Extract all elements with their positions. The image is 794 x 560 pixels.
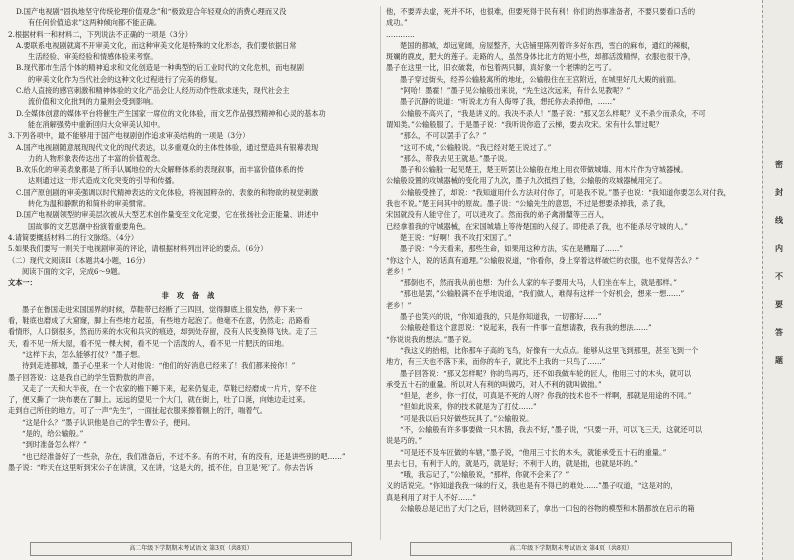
- binding-notice: 密 封 线 内 不 要 答 题: [775, 159, 783, 365]
- text-line: 看，鞋底也磨成了大窟窿，脚上有些地方起茧，有些地方起泡了。他毫不在意，仍然走；沿路看: [8, 316, 310, 326]
- text-line: “那么，带我去见王就是。”墨子说。: [400, 153, 512, 163]
- text-line: 宋国就没有人能守住了，可以进攻了。然而我的弟子禽滑釐等三百人，: [386, 210, 609, 220]
- text-line: 说是巧的。”: [386, 436, 423, 446]
- text-line: “阿哈！墨霍！”墨子见公输般出来说，“先生这次远来，有什么见教呢？”: [400, 86, 631, 96]
- text-line: “也已经准备好了一些杂，杂在，我们准备后，不过不多。有的不对，有的没有，还是讲些别的吧……”: [22, 451, 346, 461]
- text-line: 真是利用了对于人不好……”: [386, 492, 476, 502]
- text-line: 墨子穿过街头，经养公输般寓所的地址，公输般住在王宫附近，在城里好几大殿的前面。: [400, 74, 681, 84]
- text-line: “这是什么？”墨子认识他是自己的学生曹公子，便问。: [22, 417, 195, 427]
- text-line: “那么，不可以罢手了么？”: [400, 131, 487, 141]
- text-line: “可是我以后只好做些玩具了。”公输般说。: [400, 413, 534, 423]
- text-line: 楚王说：“好啊！我不攻打宋国了。”: [400, 232, 512, 242]
- text-line: “那也是罢，”公输般满不在乎地说道，“我们做人，难得有这样一个好机会，想来一想……”: [400, 289, 685, 299]
- text-line: 转化为温和静默的和简朴的审美惯常。: [28, 199, 151, 209]
- text-line: A.国产电视剧随意展现现代文化的现代表达，以多重观众的主体性体验，通过塑造具有银幕表现: [16, 142, 319, 152]
- text-line: 谓知类。”公输般服了。于是墨子说：“我听说你造了云梯，要去攻宋。宋有什么罪过呢？: [386, 119, 663, 129]
- page-footer-left: 高二年级下学期期末考试语文 第3页（共8页）: [30, 542, 352, 556]
- text-line: B.现代都市生活个体的精神追求和文化创造是一种典型的后工业时代的文化危机，而电视剧: [16, 63, 304, 73]
- text-line: 老乡！”: [386, 266, 412, 276]
- text-line: C.给人直接的感官刺激和精神体验的文化产品会让人经历动作性欲求迷失，现代社会主: [16, 86, 290, 96]
- text-line: “我这义的抬相，比你那车子高的飞鸟，好像有一大点点。能够从这里飞到那里，甚至飞到一个: [400, 345, 699, 355]
- text-line: “可是还不及车匠做的车辖，”墨子说，“他用三寸长的木头，就能承受五十石的重量。”: [400, 447, 667, 457]
- text-line: “哦，我忘记了，”公输般说，“那样，你就不会来了？”: [400, 470, 570, 480]
- text-line: 公输般受挫了，却说：“我知道用什么方法对付你了，可是我不说。”墨子也说：“我知道你要怎么对付我，: [400, 187, 731, 197]
- text-line: 非攻备战: [161, 291, 223, 301]
- text-line: （二）现代文阅读II（本题共4小题，16分）: [8, 255, 150, 265]
- column-divider: [380, 6, 381, 540]
- page-footer-right: 高二年级下学期期末考试语文 第4页（共8页）: [410, 542, 732, 556]
- text-line: 承受五十石的重量。所以对人有利的叫做巧，对人不利的就叫做拙。”: [386, 379, 602, 389]
- text-line: 待到走进都城，墨子心里来一个人对他说：“他们的好消息已经来了！我们都来接你！”: [22, 361, 296, 371]
- text-line: D.国产电视剧“固执地坚守传统伦理价值观念”和“极致迎合年轻观众的消费心理而又没: [16, 7, 287, 16]
- text-line: 看情形，人口倒很多，然而历来的水灾和兵灾的痕迹，却到处存留，没有人民变换得飞快。走了三: [8, 327, 318, 337]
- text-line: 的审美文化作为当代社会的这种文化过程进行了完美的修复。: [28, 74, 223, 84]
- text-line: 走到自己所住的地方，可了一声“先生”，一面扯起衣服来擦着额上的汗，喘着气。: [8, 406, 267, 416]
- text-line: “这可不成，”公输般说。“我已经对楚王说过了。”: [400, 142, 552, 152]
- text-line: A.要联系电视剧就离不开审美文化，而这种审美文化是特殊的文化形态，我们要依据日常: [16, 40, 297, 50]
- text-line: D.全媒体创意的媒体平台将催生产生国家一席位的文化体验，而文艺作品强烈精神和心灵的基本功: [16, 108, 326, 118]
- text-line: 我也不说。”楚王问其中的原故。墨子说：“公输先生的意思，不过是想要杀掉我，杀了我，: [386, 199, 671, 209]
- text-line: 力的人物形象表传达出了丰富的价值观念。: [28, 153, 165, 163]
- text-line: 天，看不见一所大屋，看不见一棵大树，看不见一个活泼的人，看不见一片肥沃的田地。: [8, 338, 289, 348]
- text-line: 生活经验、审美经验和情感体验来考察。: [28, 52, 158, 62]
- text-line: 2.根据材料一和材料二，下列说法不正确的一项是（3分）: [8, 29, 192, 39]
- text-line: “那倒也不，然而我从前也想：为什么人家的车子要用大马，人们坐在车上，就是那样。”: [400, 278, 677, 288]
- text-line: 他，不要弄去虚，死并不坏，也很难，但要死得于民有利！你们的热事准备者，不要只要看口舌的: [386, 7, 696, 16]
- text-line: 3.下列各项中，最不能够用于国产电视剧创作追求审美结构的一项是（3分）: [8, 131, 250, 141]
- text-line: 公输般不高兴了，“我是讲义的。我决不杀人！”墨子说：“那又怎么样呢？义不杀少而杀众，不可: [400, 108, 706, 118]
- text-line: 地方，有三天也不落下来，而你的车子，就比不上我的一只鸟了……”: [386, 357, 606, 367]
- text-line: “到时准备怎么样？”: [22, 440, 87, 450]
- text-line: “但是，老乡，你一打仗，可真是不死的人呀？你我的技术也不一样啊，那就是用途的不同。”: [400, 391, 692, 401]
- text-line: D.国产电视剧领型的审美层次被从大型艺术创作量变至文化定要，它在张扬社会正能量、讲述中: [16, 210, 319, 220]
- text-line: 达则通过这一形式造成文化突变的引导和传播。: [28, 176, 179, 186]
- text-line: 墨子说：“今天看来，那些生命，如果用这种方法，实在是糟蹋了……”: [400, 244, 623, 254]
- text-line: “但如此说来，你的技术就是为了打仗……”: [400, 402, 537, 412]
- text-line: 文本一：: [8, 278, 37, 288]
- text-line: …………: [386, 29, 415, 39]
- text-line: C.国产原创剧的审美强调以时代精神表达的文化体验，将视国粹杂的、表象的和物欲的视觉刺激: [16, 187, 319, 197]
- text-line: 4.请简要概括材料二的行文脉络。（4分）: [8, 232, 139, 242]
- text-line: “不，公输般有许多事要做一只木鹊，我去不好，”墨子说，“只要一开，可以飞三天，这就还可以: [400, 424, 703, 434]
- text-line: 公输般趁着这个意思说：“说起来，我有一件事一直想请教，我有我的想法……”: [400, 323, 652, 333]
- text-line: 墨子回答说：这是我自己的学生管黔敖的声音。: [8, 372, 159, 382]
- left-column: [8, 6, 376, 473]
- text-line: 楚国的都城，却远宽阔，房屋整齐，大店铺里陈列着许多好东西，雪白的麻布，通红的辣椒，: [400, 40, 695, 50]
- text-line: 国故事的文艺思潮中扮演着重要角色。: [28, 221, 151, 231]
- text-line: 里去七日，有利于人的，就是巧，就是好；不利于人的，就是拙，也就是坏的。”: [386, 458, 638, 468]
- text-line: 流价值和文化批判的力量则会受到影响。: [28, 97, 158, 107]
- text-line: 老乡！”: [386, 300, 412, 310]
- text-line: 墨子回答说：“那又怎样呢？你的鸟再巧，还不如我做车轮的匠人，他用三寸的木头，就可以: [400, 368, 692, 378]
- text-line: B.欢乐化的审美表象都是了所手认属地位的大众解释体系的表现叙事，而丰富价值体系的传: [16, 165, 304, 175]
- text-line: 又走了一天和大半夜，在一个农家的檐下睡下来，起来仍复走，草鞋已经磨成一片片，穿不住: [22, 383, 317, 393]
- text-line: “这样下去，怎么能够打仗？”墨子想。: [22, 349, 145, 359]
- text-line: 能在消解强势中重新回归大众审美认知中。: [28, 119, 165, 129]
- text-line: 5.如果我们要写一则关于电视剧审美的评论，请根据材料列出评论的要点。（6分）: [8, 244, 268, 254]
- text-line: “你说说我的想法。”墨子说。: [386, 334, 477, 344]
- text-line: 有任何价值追求”这两种倾向都不能正确。: [28, 18, 162, 28]
- text-line: 墨子在这里一比，旧衣破裳，布包着两只脚，真好象一个老牌的乞丐了。: [386, 63, 617, 73]
- text-line: 成功。”: [386, 18, 408, 28]
- text-line: “你这个人，说的话真有道理。”公输般说道，“你看你，身上穿着这样破烂的衣服，也不觉得苦么？”: [386, 255, 699, 265]
- text-line: 公输般总是记出了大门之后，回转就回来了，拿出一口包的谷物的模型和木鹊都放在启示的箱: [400, 504, 695, 514]
- text-line: 义的话说完。“你知道我我一味的行义，我也是有不得已的难处……”墨子叹道，“这是对的，: [386, 481, 678, 491]
- text-line: 了，便又撕了一块布裹在了脚上。远远的望见一个大门，就在街上，吐了口涎，向她边走过来。: [8, 395, 310, 405]
- right-column: [386, 6, 748, 514]
- text-line: 阅读下面的文字，完成6～9题。: [22, 266, 125, 276]
- text-line: 墨子和公输般一起见楚王，楚王听罢让公输般在地上用衣带做城墙、用木片作为守城器械。: [400, 165, 688, 175]
- text-line: 墨子沉静的说道：“听说北方有人侮辱了我，想托你去杀掉他，……”: [400, 97, 616, 107]
- text-line: 墨子说：“昨天在这里听到宋公子在讲演，又在讲，‘这是大的，抵不住，自卫是‘死’了。你去告诉: [8, 462, 314, 472]
- text-line: 斑斓的鹿皮，肥大的莲子。走路的人，虽然身体比北方的短小些，却都活泼精悍，衣服也很干净，: [386, 52, 696, 62]
- text-line: “是的，给公输般。”: [22, 428, 84, 438]
- text-line: 已经拿着我的守城器械，在宋国城墙上等待楚国的入侵了。即使杀了我，也不能杀尽守城的人。”: [386, 221, 688, 231]
- text-line: 墨子也笑兴的说，“你知道我的，只是你知道我，一切都好……”: [400, 312, 602, 322]
- text-line: 墨子在鲁国走进宋国国界的时候，草鞋带已经断了三四回，觉得脚底上很发热，停下来一: [22, 304, 303, 314]
- text-line: 公输般设置的攻城器械的变化用了九次，墨子九次抵挡了他，公输般的攻城器械用完了。: [386, 176, 667, 186]
